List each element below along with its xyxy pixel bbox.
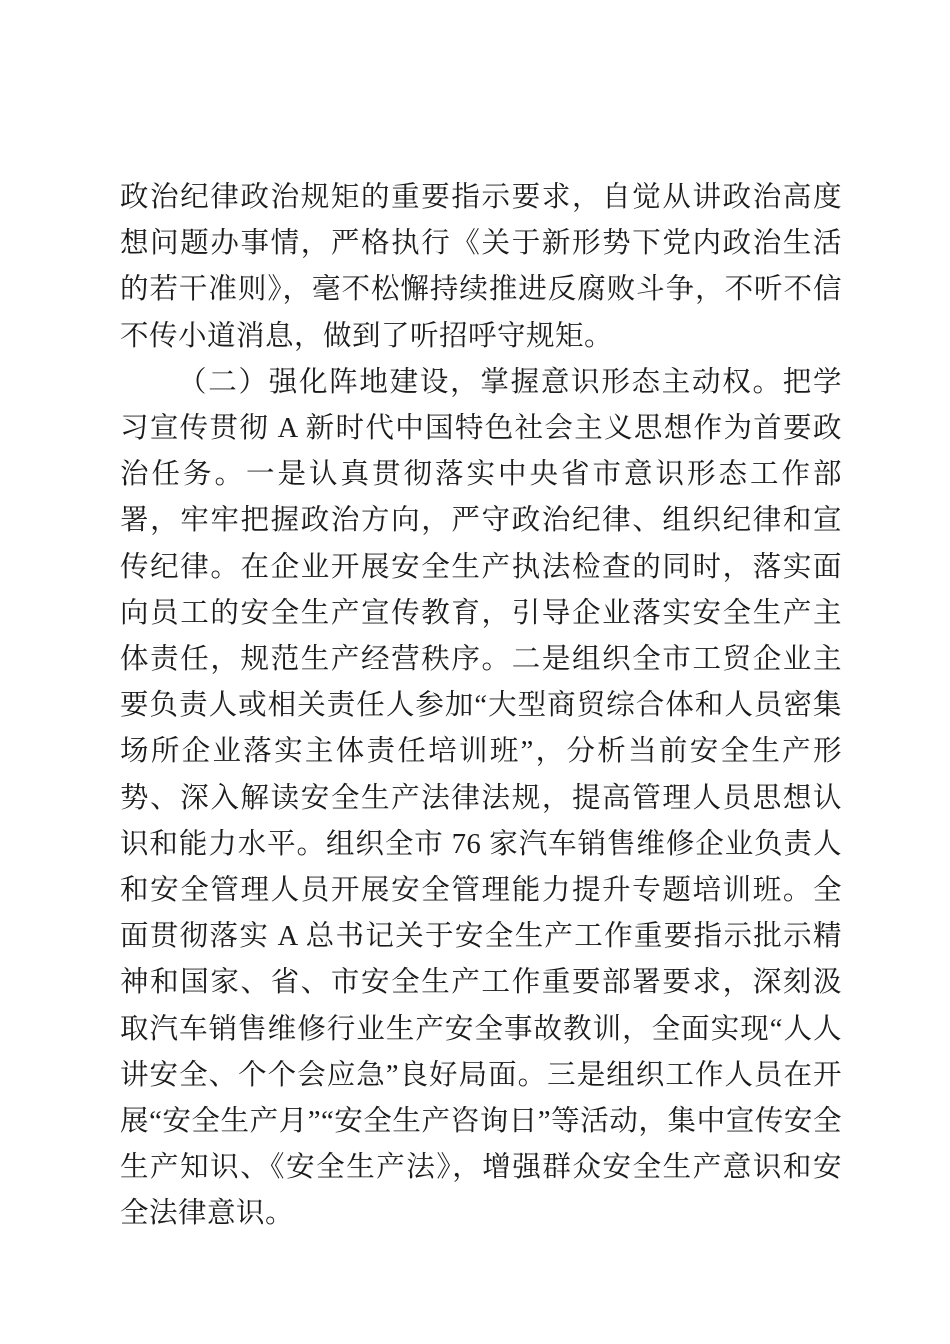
document-body — [120, 175, 842, 1238]
paragraph-continued: 政治纪律政治规矩的重要指示要求，自觉从讲政治高度想问题办事情，严格执行《关于新形势下党内政治生活的若干准则》，毫不松懈持续推进反腐败斗争，不听不信不传小道消息，做到了听招呼守规矩。 — [120, 182, 842, 352]
paragraph-section-two: （二）强化阵地建设，掌握意识形态主动权。把学习宣传贯彻 A 新时代中国特色社会主义思想作为首要政治任务。一是认真贯彻落实中央省市意识形态工作部署，牢牢把握政治方向，严守政治纪律、组织纪律和宣传纪律。在企业开展安全生产执法检查的同时，落实面向员工的安全生产宣传教育，引导企业落实安全生产主体责任，规范生产经营秩序。二是组织全市工贸企业主要负责人或相关责任人参加“大型商贸综合体和人员密集场所企业落实主体责任培训班”，分析当前安全生产形势、深入解读安全生产法律法规，提高管理人员思想认识和能力水平。组织全市 76 家汽车销售维修企业负责人和安全管理人员开展安全管理能力提升专题培训班。全面贯彻落实 A 总书记关于安全生产工作重要指示批示精神和国家、省、市安全生产工作重要部署要求，深刻汲取汽车销售维修行业生产安全事故教训，全面实现“人人讲安全、个个会应急”良好局面。三是组织工作人员在开展“安全生产月”“安全生产咨询日”等活动，集中宣传安全生产知识、《安全生产法》，增强群众安全生产意识和安全法律意识。 — [120, 366, 842, 1230]
